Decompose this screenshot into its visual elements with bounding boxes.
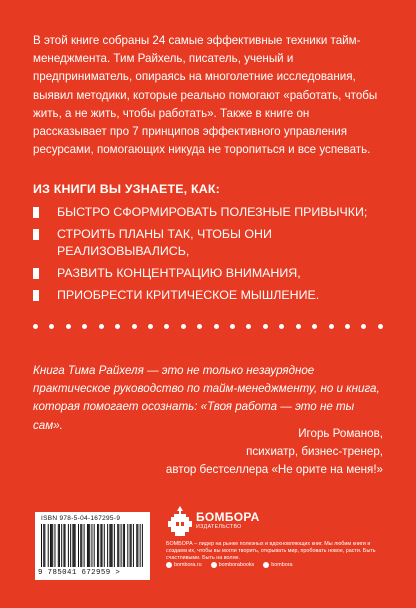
dotted-divider	[33, 322, 383, 330]
barcode-stripe	[104, 524, 105, 567]
divider-dot-icon	[214, 324, 219, 329]
barcode-stripe	[54, 524, 55, 567]
barcode-stripe	[133, 524, 134, 567]
divider-dot-icon	[296, 324, 301, 329]
list-item	[33, 226, 383, 260]
bullet-bar-icon	[33, 268, 39, 279]
publisher-subtitle: ИЗДАТЕЛЬСТВО	[196, 524, 242, 530]
barcode-stripe	[118, 524, 119, 567]
globe-icon	[166, 562, 172, 568]
barcode-stripe	[87, 524, 88, 567]
barcode-stripe	[112, 524, 113, 567]
divider-dot-icon	[115, 324, 120, 329]
divider-dot-icon	[49, 324, 54, 329]
barcode-digits: 9 785041 672959 >	[38, 569, 121, 577]
social-network-icon	[211, 562, 217, 568]
list-item	[33, 265, 383, 282]
bullet-bar-icon	[33, 207, 39, 218]
barcode-stripe	[136, 524, 137, 567]
barcode-stripe	[114, 524, 115, 567]
divider-dot-icon	[378, 324, 383, 329]
barcode-stripe	[131, 524, 132, 567]
barcode-stripe	[89, 524, 90, 567]
divider-dot-icon	[197, 324, 202, 329]
divider-dot-icon	[263, 324, 268, 329]
barcode-stripe	[142, 524, 143, 567]
social-link[interactable]	[263, 562, 292, 568]
barcode-stripe	[124, 524, 125, 567]
barcode-stripe	[74, 524, 75, 567]
divider-dot-icon	[99, 324, 104, 329]
divider-dot-icon	[361, 324, 366, 329]
barcode-stripe	[72, 524, 73, 567]
barcode-stripe	[109, 524, 110, 567]
barcode-stripe	[43, 524, 44, 567]
barcode-stripe	[123, 524, 124, 567]
barcode-stripe	[75, 524, 76, 567]
barcode	[35, 512, 150, 580]
review-quote: Книга Тима Райхеля — это не только незаурядное практическое руководство по тайм-менеджменту, но и книга, которая помогает осознать: «Твоя работа — это не ты сам».	[33, 364, 380, 432]
divider-dot-icon	[312, 324, 317, 329]
author-name: Игорь Романов,	[298, 427, 383, 440]
social-link[interactable]	[211, 562, 255, 568]
social-label: bombora	[271, 562, 293, 568]
barcode-stripe	[52, 524, 53, 567]
barcode-stripe	[117, 524, 118, 567]
barcode-stripe	[68, 524, 69, 567]
isbn-label: ISBN 978-5-04-167295-9	[41, 515, 121, 522]
barcode-stripe	[65, 524, 66, 567]
barcode-stripe	[94, 524, 95, 567]
divider-dot-icon	[181, 324, 186, 329]
divider-dot-icon	[132, 324, 137, 329]
bullet-bar-icon	[33, 290, 39, 301]
social-link[interactable]	[166, 562, 202, 568]
barcode-stripe	[140, 524, 141, 567]
barcode-stripe	[51, 524, 52, 567]
barcode-stripe	[58, 524, 59, 567]
divider-dot-icon	[246, 324, 251, 329]
barcode-stripe	[102, 524, 103, 567]
bullet-bar-icon	[33, 229, 39, 240]
bombora-logo-icon	[166, 505, 194, 537]
divider-dot-icon	[148, 324, 153, 329]
messenger-icon	[263, 562, 269, 568]
barcode-stripe	[81, 524, 82, 567]
publisher-description: БОМБОРА – лидер на рынке полезных и вдохновляющих книг. Мы любим книги и создаем их, чтобы вы могли творить, открывать мир, пробовать новое, расти. Быть счастливыми. Быть на волне.	[166, 541, 376, 561]
intro-paragraph: В этой книге собраны 24 самые эффективные техники тайм-менеджмента. Тим Райхель, писатель, ученый и предприниматель, опираясь на многолетние исследования, выявил методики, которые реально помогают «работать, чтобы жить, а не жить, чтобы работать». Также в книге он рассказывает про 7 принципов эффективного управления ресурсами, помогающих никуда не торопиться и все успевать.	[33, 34, 378, 157]
barcode-stripe	[91, 524, 92, 567]
list-item-text: ПРИОБРЕСТИ КРИТИЧЕСКОЕ МЫШЛЕНИЕ.	[57, 288, 320, 302]
author-role: психиатр, бизнес-тренер,	[246, 445, 383, 459]
barcode-stripe	[48, 524, 49, 567]
divider-dot-icon	[82, 324, 87, 329]
divider-dot-icon	[164, 324, 169, 329]
list-item	[33, 204, 383, 221]
social-label: bomborabooks	[218, 562, 255, 568]
list-item	[33, 287, 383, 304]
divider-dot-icon	[329, 324, 334, 329]
barcode-stripe	[61, 524, 62, 567]
barcode-stripe	[97, 524, 98, 567]
barcode-stripe	[98, 524, 99, 567]
barcode-stripe	[88, 524, 89, 567]
barcode-stripe	[107, 524, 108, 567]
social-label: bombora.ru	[174, 562, 202, 568]
divider-dot-icon	[66, 324, 71, 329]
list-item-text: СТРОИТЬ ПЛАНЫ ТАК, ЧТОБЫ ОНИ РЕАЛИЗОВЫВАЛИСЬ,	[57, 227, 272, 258]
barcode-stripe	[110, 524, 111, 567]
barcode-stripe	[63, 524, 64, 567]
divider-dot-icon	[33, 324, 38, 329]
quote-author	[166, 425, 383, 480]
barcode-bars-icon	[41, 524, 143, 567]
divider-dot-icon	[345, 324, 350, 329]
barcode-stripe	[130, 524, 131, 567]
barcode-stripe	[127, 524, 128, 567]
learn-list	[33, 204, 383, 309]
barcode-stripe	[50, 524, 51, 567]
barcode-stripe	[78, 524, 79, 567]
barcode-stripe	[70, 524, 71, 567]
barcode-stripe	[80, 524, 81, 567]
barcode-stripe	[59, 524, 60, 567]
author-book: автор бестселлера «Не орите на меня!»	[165, 463, 383, 477]
barcode-stripe	[137, 524, 138, 567]
barcode-stripe	[41, 524, 42, 567]
barcode-stripe	[121, 524, 122, 567]
barcode-stripe	[100, 524, 101, 567]
learn-heading: ИЗ КНИГИ ВЫ УЗНАЕТЕ, КАК:	[33, 182, 220, 196]
list-item-text: БЫСТРО СФОРМИРОВАТЬ ПОЛЕЗНЫЕ ПРИВЫЧКИ;	[57, 205, 368, 219]
list-item-text: РАЗВИТЬ КОНЦЕНТРАЦИЮ ВНИМАНИЯ,	[57, 266, 301, 280]
divider-dot-icon	[230, 324, 235, 329]
barcode-stripe	[84, 524, 85, 567]
publisher-name: БОМБОРА	[196, 510, 260, 524]
barcode-stripe	[44, 524, 45, 567]
publisher-socials	[166, 562, 384, 568]
divider-dot-icon	[279, 324, 284, 329]
